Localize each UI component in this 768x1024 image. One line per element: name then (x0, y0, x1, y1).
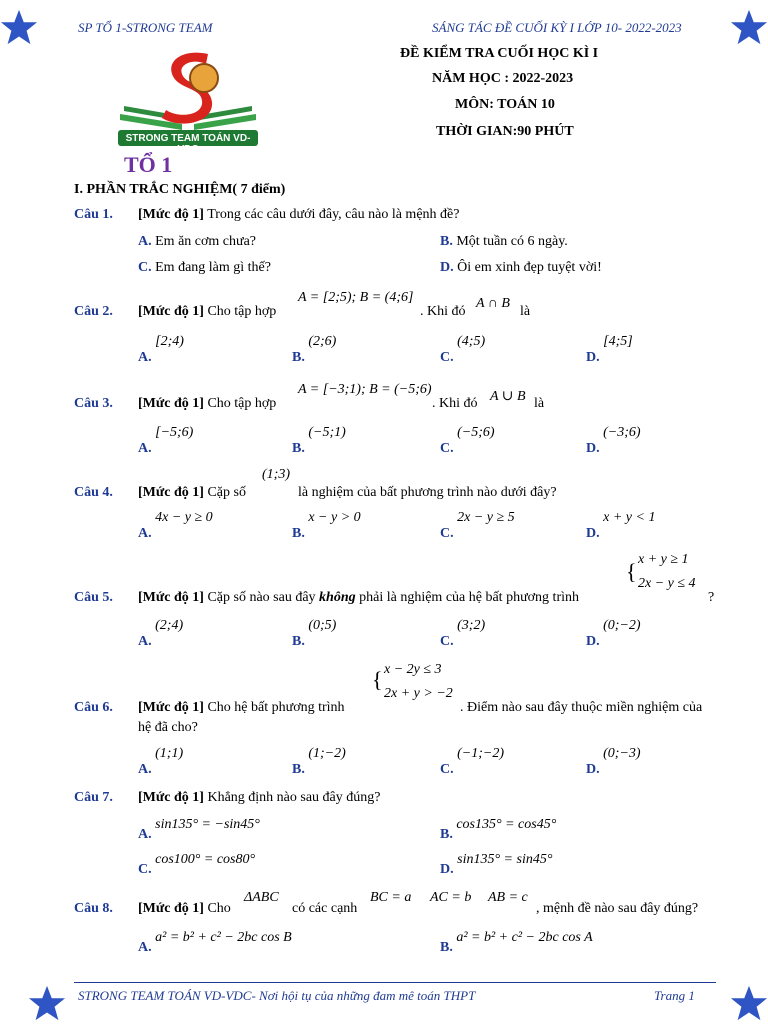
triangle-symbol: ΔABC (244, 890, 279, 905)
option-d[interactable]: D. (0;−3) (586, 746, 641, 777)
question-text: [Mức độ 1] Khẳng định nào sau đây đúng? (138, 790, 381, 805)
section-heading: I. PHẦN TRẮC NGHIỆM( 7 điểm) (74, 182, 286, 197)
option-b[interactable]: B. (1;−2) (292, 746, 346, 777)
math-sets: A = [2;5); B = (4;6] (298, 290, 414, 305)
brace-icon: { (372, 667, 383, 692)
option-c[interactable]: C. Em đang làm gì thế? (138, 260, 271, 275)
question-number: Câu 2. (74, 304, 113, 319)
option-c[interactable]: C. cos100° = cos80° (138, 852, 256, 877)
option-b[interactable]: B. (−5;1) (292, 425, 346, 456)
option-c[interactable]: C. (−5;6) (440, 425, 495, 456)
option-d[interactable]: D. (−3;6) (586, 425, 641, 456)
question-text: [Mức độ 1] Cho tập hợp (138, 304, 277, 319)
option-d[interactable]: D. x + y < 1 (586, 510, 656, 541)
question-text-end: là (534, 396, 545, 411)
question-number: Câu 8. (74, 901, 113, 916)
option-a[interactable]: A. [2;4) (138, 334, 184, 365)
question-text-cont: . Khi đó (432, 396, 478, 411)
question-number: Câu 3. (74, 396, 113, 411)
page-number: Trang 1 (654, 988, 695, 1003)
math-pair: (1;3) (262, 467, 290, 482)
math-sets: A = [−3;1); B = (−5;6) (298, 382, 432, 397)
option-b[interactable]: B. Một tuần có 6 ngày. (440, 234, 568, 249)
question-text: [Mức độ 1] Cặp số nào sau đây không phải là nghiệm của hệ bất phương trình (138, 590, 580, 605)
header-left: SP TỔ 1-STRONG TEAM (78, 20, 213, 35)
option-a[interactable]: A. sin135° = −sin45° (138, 817, 260, 842)
footer-divider (74, 982, 716, 983)
header-right: SÁNG TÁC ĐỀ CUỐI KỲ I LỚP 10- 2022-2023 (432, 20, 682, 35)
option-b[interactable]: B. cos135° = cos45° (440, 817, 557, 842)
option-d[interactable]: D. (0;−2) (586, 618, 641, 649)
system-line-2: 2x + y > −2 (384, 686, 453, 701)
question-number: Câu 1. (74, 207, 113, 222)
school-year: NĂM HỌC : 2022-2023 (432, 71, 574, 86)
question-text: [Mức độ 1] Cặp số (138, 485, 246, 500)
side-c: AB = c (488, 890, 528, 905)
question-text-cont: có các cạnh (292, 901, 358, 916)
question-text-end: , mệnh đề nào sau đây đúng? (536, 901, 699, 916)
math-op: A ∩ B (476, 296, 510, 311)
option-d[interactable]: D. [4;5] (586, 334, 633, 365)
system-line-2: 2x − y ≤ 4 (638, 576, 696, 591)
option-b[interactable]: B. a² = b² + c² − 2bc cos A (440, 930, 593, 955)
side-a: BC = a (370, 890, 412, 905)
question-text-line2: hệ đã cho? (138, 720, 198, 735)
option-a[interactable]: A. 4x − y ≥ 0 (138, 510, 213, 541)
question-text-cont: . Khi đó (420, 304, 466, 319)
question-number: Câu 5. (74, 590, 113, 605)
option-a[interactable]: A. (2;4) (138, 618, 184, 649)
option-a[interactable]: A. a² = b² + c² − 2bc cos B (138, 930, 292, 955)
question-text: [Mức độ 1] Cho (138, 901, 231, 916)
subject: MÔN: TOÁN 10 (455, 97, 555, 112)
option-d[interactable]: D. Ôi em xinh đẹp tuyệt vời! (440, 260, 602, 275)
system-line-1: x + y ≥ 1 (638, 552, 689, 567)
question-text-cont: . Điểm nào sau đây thuộc miền nghiệm của (460, 700, 703, 715)
question-number: Câu 4. (74, 485, 113, 500)
corner-star-icon (730, 984, 768, 1022)
math-op: A ∪ B (490, 389, 526, 404)
option-a[interactable]: A. Em ăn cơm chưa? (138, 234, 257, 249)
option-b[interactable]: B. (2;6) (292, 334, 337, 365)
question-text-end: là (520, 304, 531, 319)
option-c[interactable]: C. (4;5) (440, 334, 486, 365)
duration: THỜI GIAN:90 PHÚT (436, 124, 574, 139)
question-number: Câu 7. (74, 790, 113, 805)
question-text: [Mức độ 1] Cho hệ bất phương trình (138, 700, 345, 715)
question-number: Câu 6. (74, 700, 113, 715)
option-b[interactable]: B. x − y > 0 (292, 510, 361, 541)
question-text: [Mức độ 1] Trong các câu dưới đây, câu nào là mệnh đề? (138, 207, 460, 222)
exam-title: ĐỀ KIỂM TRA CUỐI HỌC KÌ I (400, 46, 599, 61)
option-a[interactable]: A. (1;1) (138, 746, 184, 777)
option-a[interactable]: A. [−5;6) (138, 425, 194, 456)
option-c[interactable]: C. 2x − y ≥ 5 (440, 510, 515, 541)
brace-icon: { (626, 559, 637, 584)
option-c[interactable]: C. (−1;−2) (440, 746, 505, 777)
option-b[interactable]: B. (0;5) (292, 618, 337, 649)
option-c[interactable]: C. (3;2) (440, 618, 486, 649)
system-line-1: x − 2y ≤ 3 (384, 662, 442, 677)
question-text-cont: là nghiệm của bất phương trình nào dưới đây? (298, 485, 557, 500)
logo-banner-text: STRONG TEAM TOÁN VD-VDC (125, 133, 251, 155)
team-label: TỔ 1 (124, 152, 173, 177)
side-b: AC = b (430, 890, 472, 905)
question-end: ? (708, 590, 715, 605)
corner-star-icon (0, 8, 38, 46)
corner-star-icon (28, 984, 66, 1022)
footer-left: STRONG TEAM TOÁN VD-VDC- Nơi hội tụ của những đam mê toán THPT (78, 988, 476, 1003)
question-text: [Mức độ 1] Cho tập hợp (138, 396, 277, 411)
option-d[interactable]: D. sin135° = sin45° (440, 852, 553, 877)
corner-star-icon (730, 8, 768, 46)
